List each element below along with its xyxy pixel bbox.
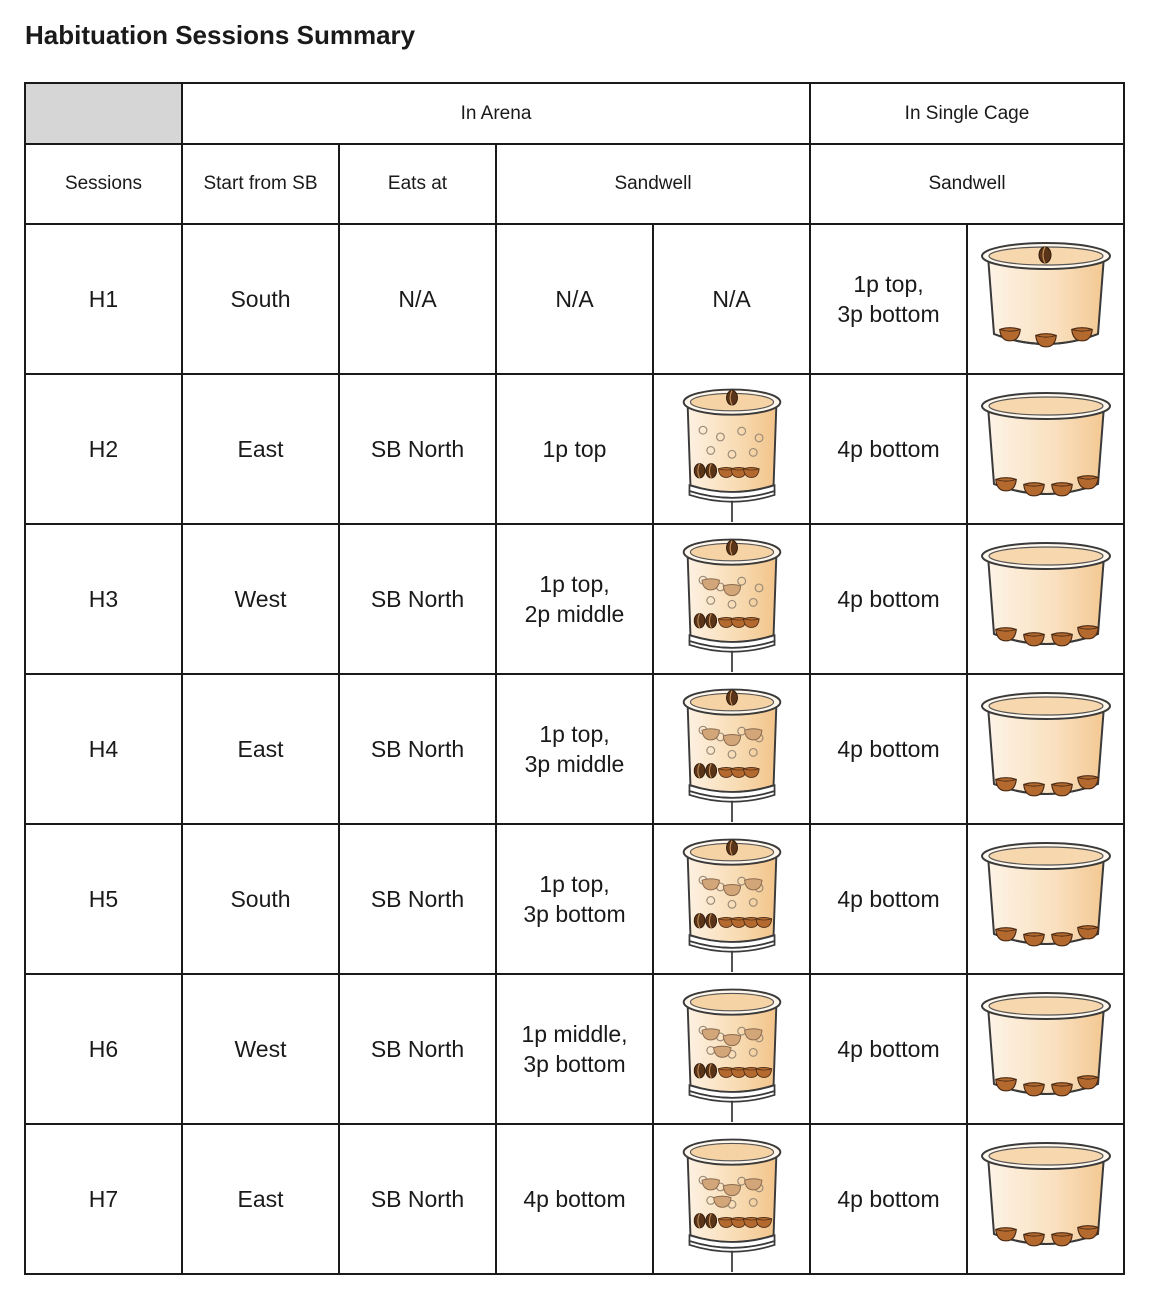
arena-sandwell-cell bbox=[496, 524, 653, 674]
session-cell: H6 bbox=[25, 974, 182, 1124]
arena-sandwell-cell-line: 3p bottom bbox=[523, 1051, 626, 1077]
arena-sandwell-illustration bbox=[674, 1127, 790, 1272]
table-row bbox=[25, 374, 1124, 524]
cage-sandwell-cell-line: 4p bottom bbox=[837, 1036, 940, 1062]
pellet-top-icon bbox=[726, 390, 737, 405]
cage-sandwell-cell bbox=[810, 674, 967, 824]
cage-sandwell-cell-line: 4p bottom bbox=[837, 436, 940, 462]
single-cage-well-illustration bbox=[976, 834, 1116, 964]
session-cell: H5 bbox=[25, 824, 182, 974]
cage-sandwell-cell bbox=[810, 824, 967, 974]
arena-sandwell-cell-line: 1p top bbox=[542, 436, 607, 462]
column-header-start-from-sb: Start from SB bbox=[182, 144, 339, 224]
start-cell: East bbox=[182, 374, 339, 524]
group-header-in-single-cage: In Single Cage bbox=[810, 83, 1124, 144]
cage-well-illustration-cell bbox=[967, 674, 1124, 824]
eats-cell: SB North bbox=[339, 1124, 496, 1274]
start-cell: East bbox=[182, 674, 339, 824]
session-rows bbox=[25, 224, 1124, 1274]
session-cell: H3 bbox=[25, 524, 182, 674]
cage-sandwell-cell bbox=[810, 524, 967, 674]
pellet-bottom-icon bbox=[694, 763, 705, 777]
pellet-top-icon bbox=[726, 840, 737, 855]
arena-sandwell-illustration bbox=[674, 677, 790, 822]
cage-well-illustration-cell bbox=[967, 1124, 1124, 1274]
start-cell: East bbox=[182, 1124, 339, 1274]
cage-well-illustration-cell bbox=[967, 224, 1124, 374]
cage-sandwell-cell bbox=[810, 974, 967, 1124]
table-row bbox=[25, 974, 1124, 1124]
cage-sandwell-cell-line: 4p bottom bbox=[837, 1186, 940, 1212]
eats-cell: SB North bbox=[339, 824, 496, 974]
pellet-top-icon bbox=[1039, 247, 1051, 263]
sandwell-cup-icon bbox=[683, 989, 780, 1121]
sandwell-cup-icon bbox=[683, 389, 780, 521]
single-cage-well-illustration bbox=[976, 684, 1116, 814]
column-header-sessions: Sessions bbox=[25, 144, 182, 224]
start-cell: South bbox=[182, 224, 339, 374]
pellet-bottom-icon bbox=[705, 1063, 716, 1077]
table-row bbox=[25, 674, 1124, 824]
pellet-bottom-icon bbox=[694, 463, 705, 477]
cage-sandwell-cell bbox=[810, 224, 967, 374]
arena-sandwell-illustration-cell bbox=[653, 824, 810, 974]
cage-well-illustration-cell bbox=[967, 974, 1124, 1124]
arena-sandwell-cell-line: 4p bottom bbox=[523, 1186, 626, 1212]
cage-well-illustration-cell bbox=[967, 824, 1124, 974]
table-row bbox=[25, 1124, 1124, 1274]
cage-sandwell-cell-line: 4p bottom bbox=[837, 886, 940, 912]
arena-sandwell-illustration-cell bbox=[653, 524, 810, 674]
pellet-bottom-icon bbox=[694, 613, 705, 627]
cage-well-illustration-cell bbox=[967, 524, 1124, 674]
pellet-top-icon bbox=[726, 540, 737, 555]
sandwell-cup-icon bbox=[683, 539, 780, 671]
session-cell: H2 bbox=[25, 374, 182, 524]
cage-sandwell-cell-line: 3p bottom bbox=[837, 301, 940, 327]
sandwell-cup-icon bbox=[683, 1139, 780, 1271]
arena-sandwell-cell-line: 1p top, bbox=[539, 871, 610, 897]
arena-sandwell-cell-line: 3p bottom bbox=[523, 901, 626, 927]
arena-sandwell-illustration bbox=[674, 827, 790, 972]
column-header-cage-sandwell: Sandwell bbox=[810, 144, 1124, 224]
single-cage-well-illustration bbox=[976, 984, 1116, 1114]
single-cage-well-illustration bbox=[976, 384, 1116, 514]
arena-sandwell-illustration bbox=[674, 377, 790, 522]
pellet-bottom-icon bbox=[705, 613, 716, 627]
eats-cell: SB North bbox=[339, 974, 496, 1124]
arena-sandwell-cell bbox=[496, 224, 653, 374]
pellet-bottom-icon bbox=[694, 913, 705, 927]
arena-sandwell-illustration bbox=[674, 977, 790, 1122]
cage-well-illustration-cell bbox=[967, 374, 1124, 524]
session-cell: H7 bbox=[25, 1124, 182, 1274]
pellet-bottom-icon bbox=[705, 1213, 716, 1227]
arena-sandwell-cell bbox=[496, 824, 653, 974]
arena-sandwell-cell bbox=[496, 974, 653, 1124]
arena-sandwell-cell-line: N/A bbox=[555, 286, 594, 312]
single-cage-well-illustration bbox=[976, 234, 1116, 364]
eats-cell: SB North bbox=[339, 524, 496, 674]
sandwell-cup-icon bbox=[683, 839, 780, 971]
cage-sandwell-cell-line: 4p bottom bbox=[837, 586, 940, 612]
header-corner-cell bbox=[25, 83, 182, 144]
table-row bbox=[25, 224, 1124, 374]
pellet-bottom-icon bbox=[705, 913, 716, 927]
table-row bbox=[25, 824, 1124, 974]
eats-cell: SB North bbox=[339, 674, 496, 824]
arena-sandwell-illustration-cell bbox=[653, 974, 810, 1124]
arena-sandwell-illustration-cell bbox=[653, 674, 810, 824]
arena-sandwell-cell bbox=[496, 1124, 653, 1274]
arena-sandwell-cell bbox=[496, 374, 653, 524]
session-cell: H1 bbox=[25, 224, 182, 374]
pellet-bottom-icon bbox=[705, 463, 716, 477]
arena-sandwell-cell bbox=[496, 674, 653, 824]
table-row bbox=[25, 524, 1124, 674]
column-header-arena-sandwell: Sandwell bbox=[496, 144, 810, 224]
cage-sandwell-cell bbox=[810, 1124, 967, 1274]
start-cell: West bbox=[182, 974, 339, 1124]
group-header-in-arena: In Arena bbox=[182, 83, 810, 144]
pellet-bottom-icon bbox=[705, 763, 716, 777]
arena-sandwell-cell-line: 1p top, bbox=[539, 571, 610, 597]
start-cell: South bbox=[182, 824, 339, 974]
arena-sandwell-cell-line: 1p top, bbox=[539, 721, 610, 747]
pellet-bottom-icon bbox=[1035, 334, 1056, 347]
habituation-table bbox=[24, 82, 1125, 1275]
pellet-bottom-icon bbox=[694, 1063, 705, 1077]
cage-sandwell-cell bbox=[810, 374, 967, 524]
pellet-top-icon bbox=[726, 690, 737, 705]
sandwell-cup-icon bbox=[683, 689, 780, 821]
cage-sandwell-cell-line: 1p top, bbox=[853, 271, 924, 297]
arena-sandwell-illustration-cell: N/A bbox=[653, 224, 810, 374]
single-cage-well-illustration bbox=[976, 1134, 1116, 1264]
pellet-bottom-icon bbox=[694, 1213, 705, 1227]
page-title: Habituation Sessions Summary bbox=[25, 20, 416, 50]
start-cell: West bbox=[182, 524, 339, 674]
session-cell: H4 bbox=[25, 674, 182, 824]
arena-sandwell-cell-line: 2p middle bbox=[524, 601, 625, 627]
column-header-eats-at: Eats at bbox=[339, 144, 496, 224]
arena-sandwell-illustration-cell bbox=[653, 374, 810, 524]
arena-sandwell-illustration bbox=[674, 527, 790, 672]
arena-sandwell-cell-line: 1p middle, bbox=[521, 1021, 628, 1047]
single-cage-well-illustration bbox=[976, 534, 1116, 664]
cage-sandwell-cell-line: 4p bottom bbox=[837, 736, 940, 762]
eats-cell: SB North bbox=[339, 374, 496, 524]
eats-cell: N/A bbox=[339, 224, 496, 374]
arena-sandwell-illustration-cell bbox=[653, 1124, 810, 1274]
arena-sandwell-cell-line: 3p middle bbox=[524, 751, 625, 777]
